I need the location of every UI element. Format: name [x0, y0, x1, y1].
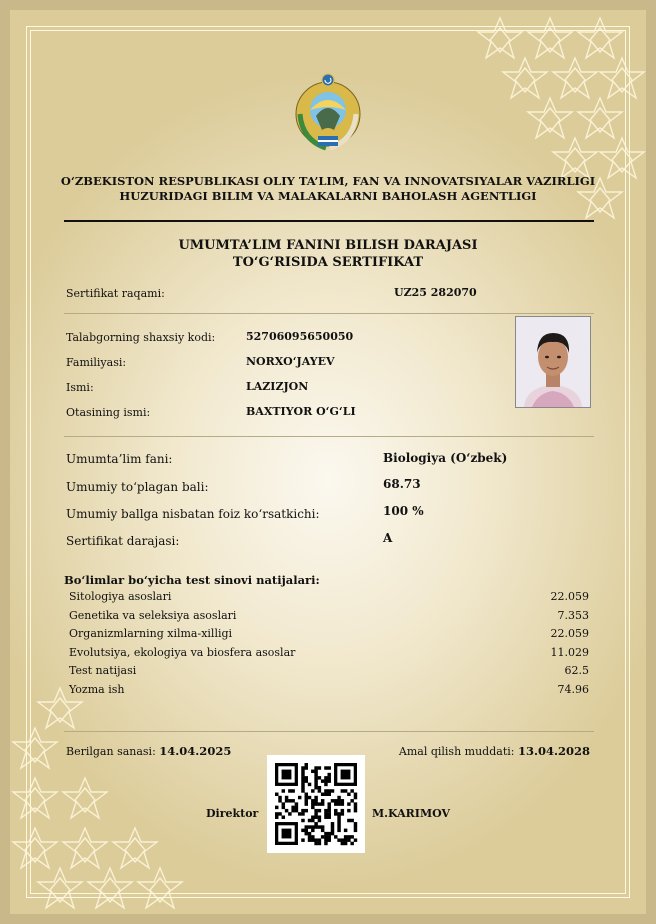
result-row	[69, 627, 589, 643]
result-value: 74.96	[557, 683, 589, 696]
score-value: 68.73	[383, 477, 421, 491]
surname-label: Familiyasi:	[66, 356, 127, 369]
surname-value: NORXO‘JAYEV	[246, 355, 335, 368]
divider	[64, 436, 594, 437]
title-line-1: UMUMTA’LIM FANINI BILISH DARAJASI	[178, 238, 478, 253]
valid-value: 13.04.2028	[517, 744, 590, 758]
certificate-number-value: UZ25 282070	[394, 286, 477, 299]
result-row	[69, 646, 589, 662]
patronymic-value: BAXTIYOR O‘G‘LI	[246, 405, 356, 418]
result-row	[69, 609, 589, 625]
personal-id-label: Talabgorning shaxsiy kodi:	[66, 331, 216, 344]
result-name: Organizmlarning xilma-xilligi	[69, 627, 233, 641]
result-row	[69, 590, 589, 606]
director-name: M.KARIMOV	[372, 807, 451, 820]
state-emblem-icon	[288, 70, 368, 154]
certificate-page	[10, 10, 646, 914]
subject-label: Umumta’lim fani:	[66, 452, 173, 466]
divider	[64, 731, 594, 732]
divider	[64, 313, 594, 314]
result-name: Test natijasi	[69, 664, 137, 678]
score-label: Umumiy to‘plagan bali:	[66, 480, 209, 494]
patronymic-label: Otasining ismi:	[66, 406, 151, 419]
qr-code-icon	[267, 755, 365, 853]
result-name: Yozma ish	[69, 683, 125, 696]
results-title: Bo‘limlar bo‘yicha test sinovi natijalari:	[64, 573, 320, 587]
result-value: 7.353	[557, 608, 589, 622]
subject-value: Biologiya (O‘zbek)	[383, 451, 508, 465]
result-value: 22.059	[550, 590, 589, 603]
valid-label: Amal qilish muddati:	[398, 745, 515, 758]
result-name: Evolutsiya, ekologiya va biosfera asoslar	[69, 645, 296, 659]
personal-id-value: 52706095650050	[246, 330, 354, 343]
title-line-2: TO‘G‘RISIDA SERTIFIKAT	[232, 255, 424, 270]
org-line-1: O‘ZBEKISTON RESPUBLIKASI OLIY TA’LIM, FAN VA INNOVATSIYALAR VAZIRLIGI	[60, 174, 596, 188]
result-name: Genetika va seleksiya asoslari	[69, 608, 237, 622]
name-label: Ismi:	[66, 381, 94, 394]
certificate-number-label: Sertifikat raqami:	[66, 287, 165, 300]
certificate-title	[50, 237, 606, 271]
name-value: LAZIZJON	[246, 380, 309, 393]
issued-date	[66, 744, 231, 758]
grade-value: A	[383, 531, 393, 545]
org-line-2: HUZURIDAGI BILIM VA MALAKALARNI BAHOLASH AGENTLIGI	[119, 189, 537, 203]
percent-value: 100 %	[383, 504, 424, 518]
result-name: Sitologiya asoslari	[69, 590, 172, 603]
holder-photo	[515, 316, 591, 408]
result-row	[69, 683, 589, 699]
result-row	[69, 664, 589, 680]
result-value: 62.5	[564, 664, 589, 678]
director-label: Direktor	[206, 807, 259, 820]
percent-label: Umumiy ballga nisbatan foiz ko‘rsatkichi:	[66, 507, 320, 521]
header-divider	[64, 220, 594, 222]
valid-date	[399, 744, 590, 758]
qr-code[interactable]	[267, 755, 365, 853]
organization-name	[50, 174, 606, 204]
issued-label: Berilgan sanasi:	[66, 745, 156, 758]
person-photo-icon	[516, 317, 590, 407]
issued-value: 14.04.2025	[159, 744, 232, 758]
grade-label: Sertifikat darajasi:	[66, 534, 180, 548]
result-value: 11.029	[550, 645, 589, 659]
result-value: 22.059	[550, 627, 589, 641]
